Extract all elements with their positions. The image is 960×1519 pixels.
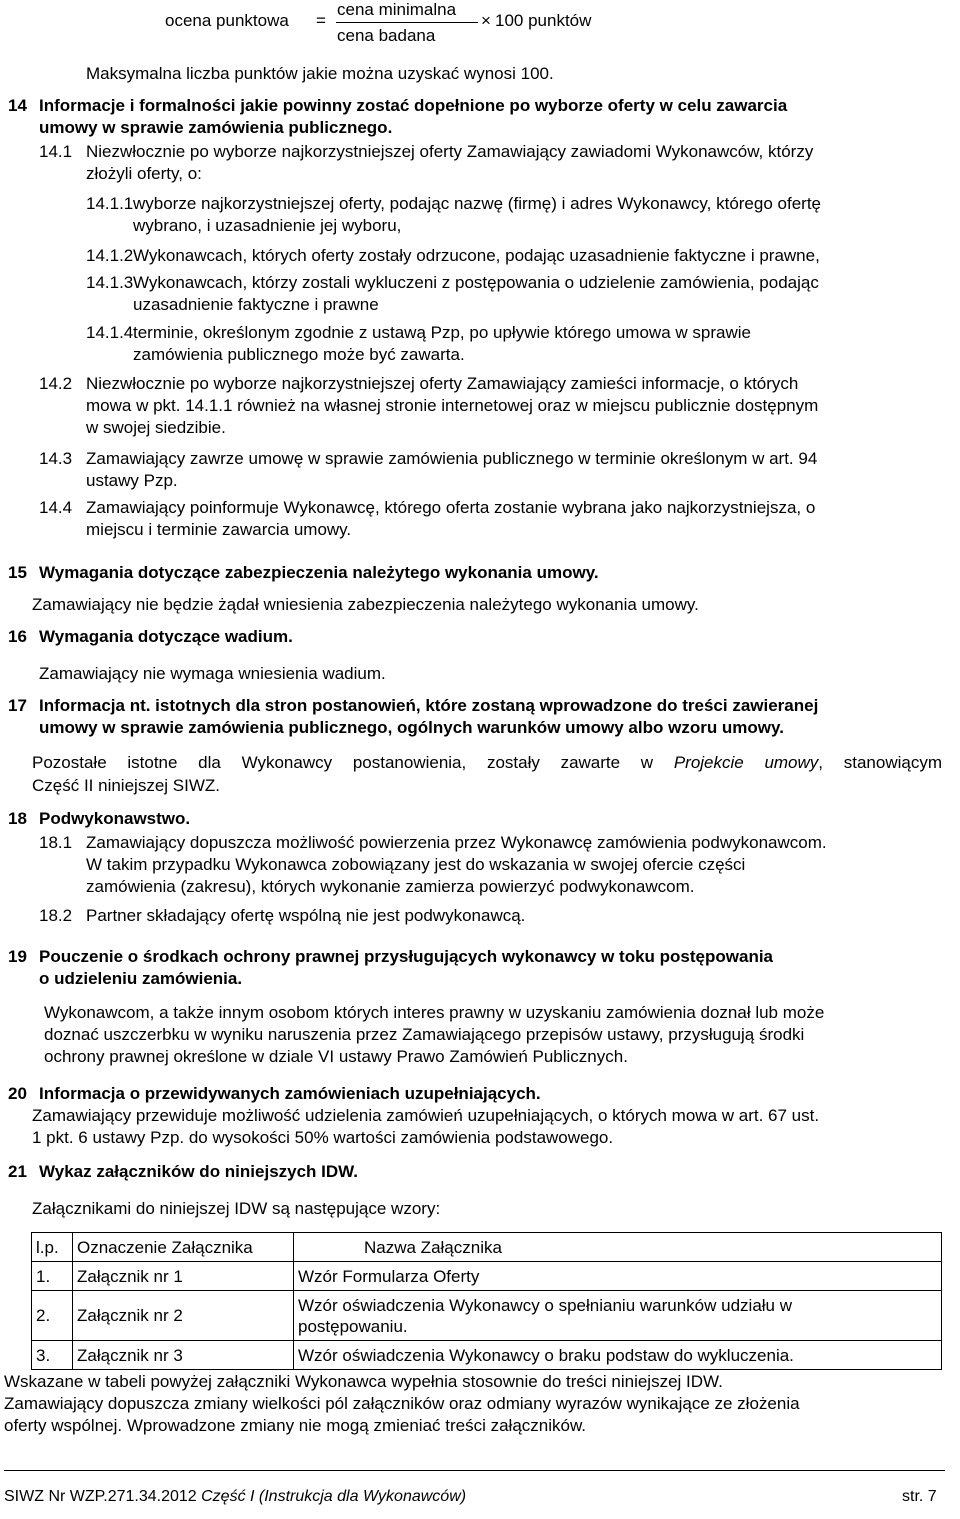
table-cell-lp: 3. [32, 1341, 73, 1370]
section-21-after-line2: Zamawiający dopuszcza zmiany wielkości pól załączników oraz odmiany wyrazów wynikające ze złożenia [4, 1394, 800, 1413]
section-19-title [39, 946, 942, 990]
item-14-1-4-number: 14.1.4 [86, 323, 134, 342]
footer-left [4, 1486, 466, 1508]
section-18-number: 18 [8, 809, 27, 828]
item-14-1-3-line2: uzasadnienie faktyczne i prawne [133, 295, 379, 314]
footer-doc-number: SIWZ Nr WZP.271.34.2012 [4, 1488, 197, 1505]
formula-numerator: cena minimalna [337, 0, 457, 19]
section-19-body [44, 1002, 942, 1068]
table-cell-lp: 2. [32, 1291, 73, 1341]
section-20-body-line1: Zamawiający przewiduje możliwość udzielenia zamówień uzupełniających, o których mowa w art. 67 ust. [32, 1106, 820, 1125]
footer-page-number: str. 7 [902, 1488, 937, 1505]
section-17-title-line2: umowy w sprawie zamówienia publicznego, ogólnych warunków umowy albo wzoru umowy. [39, 718, 784, 737]
section-21-after-line1: Wskazane w tabeli powyżej załączniki Wykonawca wypełnia stosownie do treści niniejszej IDW. [4, 1372, 723, 1391]
section-14-title-line1: Informacje i formalności jakie powinny zostać dopełnione po wyborze oferty w celu zawarcia [39, 96, 788, 115]
section-19-body-line3: ochrony prawnej określone w dziale VI ustawy Prawo Zamówień Publicznych. [44, 1047, 628, 1066]
attachments-table [31, 1232, 942, 1370]
formula-times: × [481, 11, 491, 30]
item-14-1-1-text [133, 193, 942, 237]
item-14-1-1-number: 14.1.1 [86, 194, 134, 213]
section-20-body-line2: 1 pkt. 6 ustawy Pzp. do wysokości 50% wartości zamówienia podstawowego. [32, 1128, 614, 1147]
section-21-after-line3: oferty wspólnej. Wprowadzone zmiany nie mogą zmieniać treści załączników. [4, 1416, 587, 1435]
item-14-2-line1: Niezwłocznie po wyborze najkorzystniejszej oferty Zamawiający zamieści informacje, o których [86, 374, 799, 393]
table-cell-lp: 1. [32, 1262, 73, 1291]
section-15-body: Zamawiający nie będzie żądał wniesienia zabezpieczenia należytego wykonania umowy. [32, 595, 699, 614]
item-14-4-text [86, 497, 942, 541]
formula-lhs: ocena punktowa [165, 11, 289, 30]
section-21-after-text [4, 1371, 800, 1437]
table-row [32, 1262, 942, 1291]
section-20-number: 20 [8, 1084, 27, 1103]
item-14-1-1-line2: wybrano, i uzasadnienie jej wyboru, [133, 216, 402, 235]
table-cell-nazwa: Wzór oświadczenia Wykonawcy o braku podstaw do wykluczenia. [294, 1341, 942, 1370]
item-14-2-line3: w swojej siedzibie. [86, 418, 226, 437]
table-cell-nazwa: Wzór oświadczenia Wykonawcy o spełnianiu warunków udziału w postępowaniu. [294, 1291, 942, 1341]
item-14-2-text [86, 373, 942, 439]
item-18-2-text: Partner składający ofertę wspólną nie jest podwykonawcą. [86, 906, 526, 925]
table-header-nazwa: Nazwa Załącznika [294, 1233, 942, 1262]
item-14-4-number: 14.4 [39, 498, 73, 517]
table-header-lp: l.p. [32, 1233, 73, 1262]
table-cell-oznaczenie: Załącznik nr 3 [73, 1341, 294, 1370]
formula-denominator: cena badana [337, 26, 436, 45]
item-14-1-4-line1: terminie, określonym zgodnie z ustawą Pzp, po upływie którego umowa w sprawie [133, 323, 751, 342]
item-14-2-number: 14.2 [39, 374, 73, 393]
item-14-1-4-line2: zamówienia publicznego może być zawarta. [133, 345, 465, 364]
table-header-oznaczenie: Oznaczenie Załącznika [73, 1233, 294, 1262]
section-14-title [39, 95, 942, 139]
item-14-3-text [86, 448, 942, 492]
formula-rhs: 100 punktów [495, 11, 592, 30]
section-20-body [32, 1105, 942, 1149]
projekt-umowy-ref: Projekcie umowy [673, 753, 819, 772]
item-14-4-line2: miejscu i terminie zawarcia umowy. [86, 520, 352, 539]
table-cell-oznaczenie: Załącznik nr 1 [73, 1262, 294, 1291]
fraction-bar [336, 22, 478, 23]
item-18-1-line1: Zamawiający dopuszcza możliwość powierzenia przez Wykonawcę zamówienia podwykonawcom. [86, 833, 827, 852]
section-17-body-line1 [32, 752, 942, 774]
table-cell-oznaczenie: Załącznik nr 2 [73, 1291, 294, 1341]
item-18-2-number: 18.2 [39, 906, 73, 925]
section-15-number: 15 [8, 563, 27, 582]
section-16-title: Wymagania dotyczące wadium. [39, 627, 293, 646]
footer-rule [4, 1470, 945, 1471]
section-19-body-line2: doznać uszczerbku w wyniku naruszenia przez Zamawiającego przepisów ustawy, przysługują środki [44, 1025, 805, 1044]
section-17-title-line1: Informacja nt. istotnych dla stron postanowień, które zostaną wprowadzone do treści zawieranej [39, 696, 819, 715]
section-21-intro: Załącznikami do niniejszej IDW są następujące wzory: [32, 1199, 441, 1218]
section-16-body: Zamawiający nie wymaga wniesienia wadium. [39, 664, 386, 683]
section-20-title: Informacja o przewidywanych zamówieniach uzupełniających. [39, 1084, 541, 1103]
section-17-number: 17 [8, 696, 27, 715]
item-14-1-3-line1: Wykonawcach, którzy zostali wykluczeni z postępowania o udzielenie zamówienia, podając [133, 273, 819, 292]
section-18-title: Podwykonawstwo. [39, 809, 191, 828]
item-14-1-number: 14.1 [39, 142, 73, 161]
section-17-body-line1-a: Pozostałe istotne dla Wykonawcy postanowienia, zostały zawarte w [32, 753, 674, 772]
item-18-1-line2: W takim przypadku Wykonawca zobowiązany jest do wskazania w swojej ofercie części [86, 855, 746, 874]
item-14-1-line1: Niezwłocznie po wyborze najkorzystniejszej oferty Zamawiający zawiadomi Wykonawców, którzy [86, 142, 814, 161]
table-row [32, 1291, 942, 1341]
section-15-title: Wymagania dotyczące zabezpieczenia należytego wykonania umowy. [39, 563, 599, 582]
item-14-3-number: 14.3 [39, 449, 73, 468]
item-14-2-line2: mowa w pkt. 14.1.1 również na własnej stronie internetowej oraz w miejscu publicznie dostępnym [86, 396, 819, 415]
item-14-1-4-text [133, 322, 942, 366]
item-14-1-2-number: 14.1.2 [86, 246, 134, 265]
item-14-1-3-number: 14.1.3 [86, 273, 134, 292]
item-14-4-line1: Zamawiający poinformuje Wykonawcę, którego oferta zostanie wybrana jako najkorzystniejsza, o [86, 498, 816, 517]
item-14-1-text [86, 141, 942, 163]
section-21-title: Wykaz załączników do niniejszych IDW. [39, 1162, 358, 1181]
table-cell-nazwa: Wzór Formularza Oferty [294, 1262, 942, 1291]
section-17-title [39, 695, 942, 739]
item-14-3-line2: ustawy Pzp. [86, 471, 178, 490]
section-17-body-line1-b: , stanowiącym [818, 753, 942, 772]
item-14-1-3-text [133, 272, 942, 316]
section-14-number: 14 [8, 96, 27, 115]
item-18-1-number: 18.1 [39, 833, 73, 852]
section-14-title-line2: umowy w sprawie zamówienia publicznego. [39, 118, 393, 137]
section-19-title-line1: Pouczenie o środkach ochrony prawnej przysługujących wykonawcy w toku postępowania [39, 947, 774, 966]
table-row [32, 1341, 942, 1370]
footer-doc-part: Część I (Instrukcja dla Wykonawców) [196, 1488, 467, 1505]
item-18-1-text [86, 832, 942, 898]
max-points-text: Maksymalna liczba punktów jakie można uzyskać wynosi 100. [86, 64, 554, 83]
section-21-number: 21 [8, 1162, 27, 1181]
formula-equals: = [316, 11, 326, 30]
section-19-title-line2: o udzieleniu zamówienia. [39, 969, 243, 988]
table-header-row [32, 1233, 942, 1262]
section-19-body-line1: Wykonawcom, a także innym osobom których interes prawny w uzyskaniu zamówienia doznał lub może [44, 1003, 825, 1022]
item-14-3-line1: Zamawiający zawrze umowę w sprawie zamówienia publicznego w terminie określonym w art. 94 [86, 449, 818, 468]
section-17-body-line2: Część II niniejszej SIWZ. [32, 776, 220, 795]
section-19-number: 19 [8, 947, 27, 966]
item-14-1-line2: złożyli oferty, o: [86, 164, 202, 183]
item-14-1-1-line1: wyborze najkorzystniejszej oferty, podając nazwę (firmę) i adres Wykonawcy, którego ofertę [133, 194, 821, 213]
item-18-1-line3: zamówienia (zakresu), których wykonanie zamierza powierzyć podwykonawcom. [86, 877, 695, 896]
section-16-number: 16 [8, 627, 27, 646]
item-14-1-2-text: Wykonawcach, których oferty zostały odrzucone, podając uzasadnienie faktyczne i prawne, [133, 246, 820, 265]
